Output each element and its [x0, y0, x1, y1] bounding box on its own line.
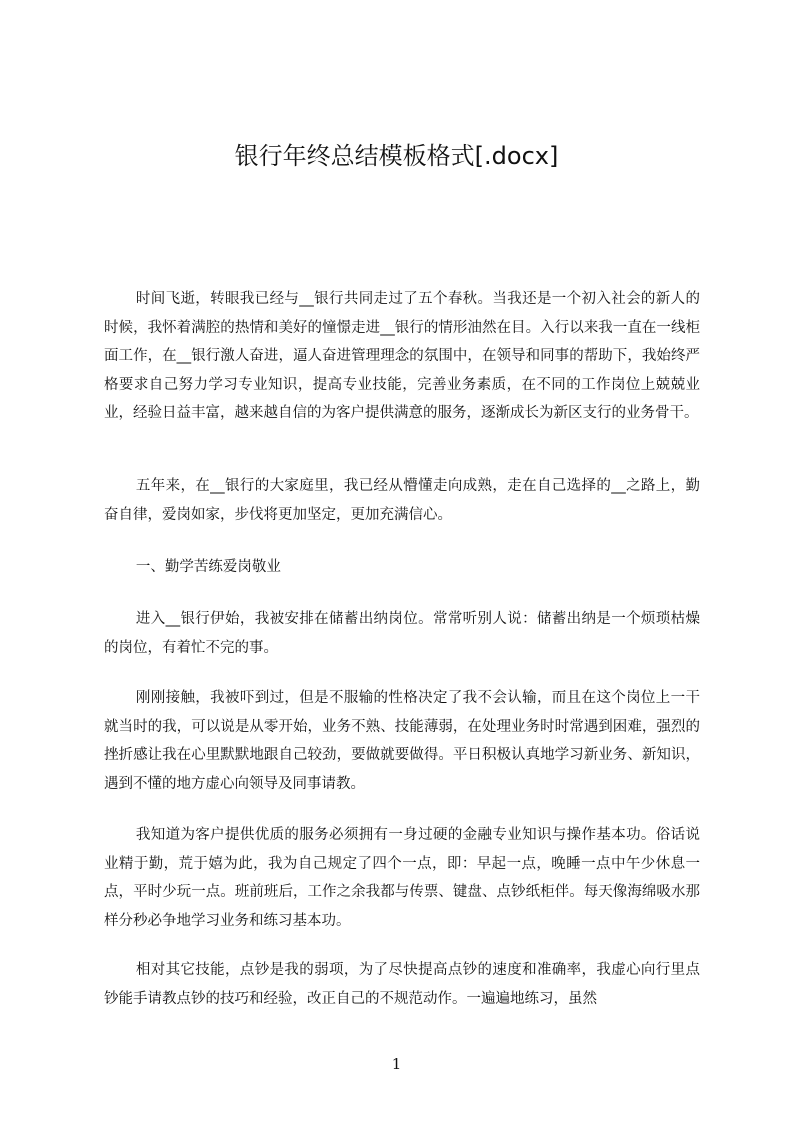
paragraph: 我知道为客户提供优质的服务必须拥有一身过硬的金融专业知识与操作基本功。俗话说业精于勤，荒于嬉为此，我为自己规定了四个一点，即：早起一点，晚睡一点中午少休息一点，平时少玩一点。班前班后，工作之余我都与传票、键盘、点钞纸柜伴。每天像海绵吸水那样分秒必争地学习业务和练习基本功。 — [104, 827, 700, 929]
document-title: 银行年终总结模板格式[.docx] — [234, 142, 559, 170]
paragraph: 相对其它技能，点钞是我的弱项，为了尽快提高点钞的速度和准确率，我虚心向行里点钞能手请教点钞的技巧和经验，改正自己的不规范动作。一遍遍地练习，虽然 — [104, 962, 700, 1007]
paragraph: 时间飞逝，转眼我已经与__银行共同走过了五个春秋。当我还是一个初入社会的新人的时候，我怀着满腔的热情和美好的憧憬走进__银行的情形油然在目。入行以来我一直在一线柜面工作，在__银行激人奋进，逼人奋进管理理念的氛围中，在领导和同事的帮助下，我始终严格要求自己努力学习专业知识，提高专业技能，完善业务素质，在不同的工作岗位上兢兢业业，经验日益丰富，越来越自信的为客户提供满意的服务，逐渐成长为新区支行的业务骨干。 — [104, 291, 700, 422]
paragraph: 五年来，在__银行的大家庭里，我已经从懵懂走向成熟，走在自己选择的__之路上，勤奋自律，爱岗如家，步伐将更加坚定，更加充满信心。 — [104, 478, 700, 523]
paragraph: 进入__银行伊始，我被安排在储蓄出纳岗位。常常听别人说：储蓄出纳是一个烦琐枯燥的岗位，有着忙不完的事。 — [104, 611, 700, 656]
paragraph: 刚刚接触，我被吓到过，但是不服输的性格决定了我不会认输，而且在这个岗位上一干就当时的我，可以说是从零开始，业务不熟、技能薄弱，在处理业务时时常遇到困难，强烈的挫折感让我在心里默默地跟自己较劲，要做就要做得。平日积极认真地学习新业务、新知识，遇到不懂的地方虚心向领导及同事请教。 — [104, 690, 700, 792]
page-number: 1 — [391, 1055, 402, 1073]
section-heading: 一、勤学苦练爱岗敬业 — [135, 559, 281, 575]
